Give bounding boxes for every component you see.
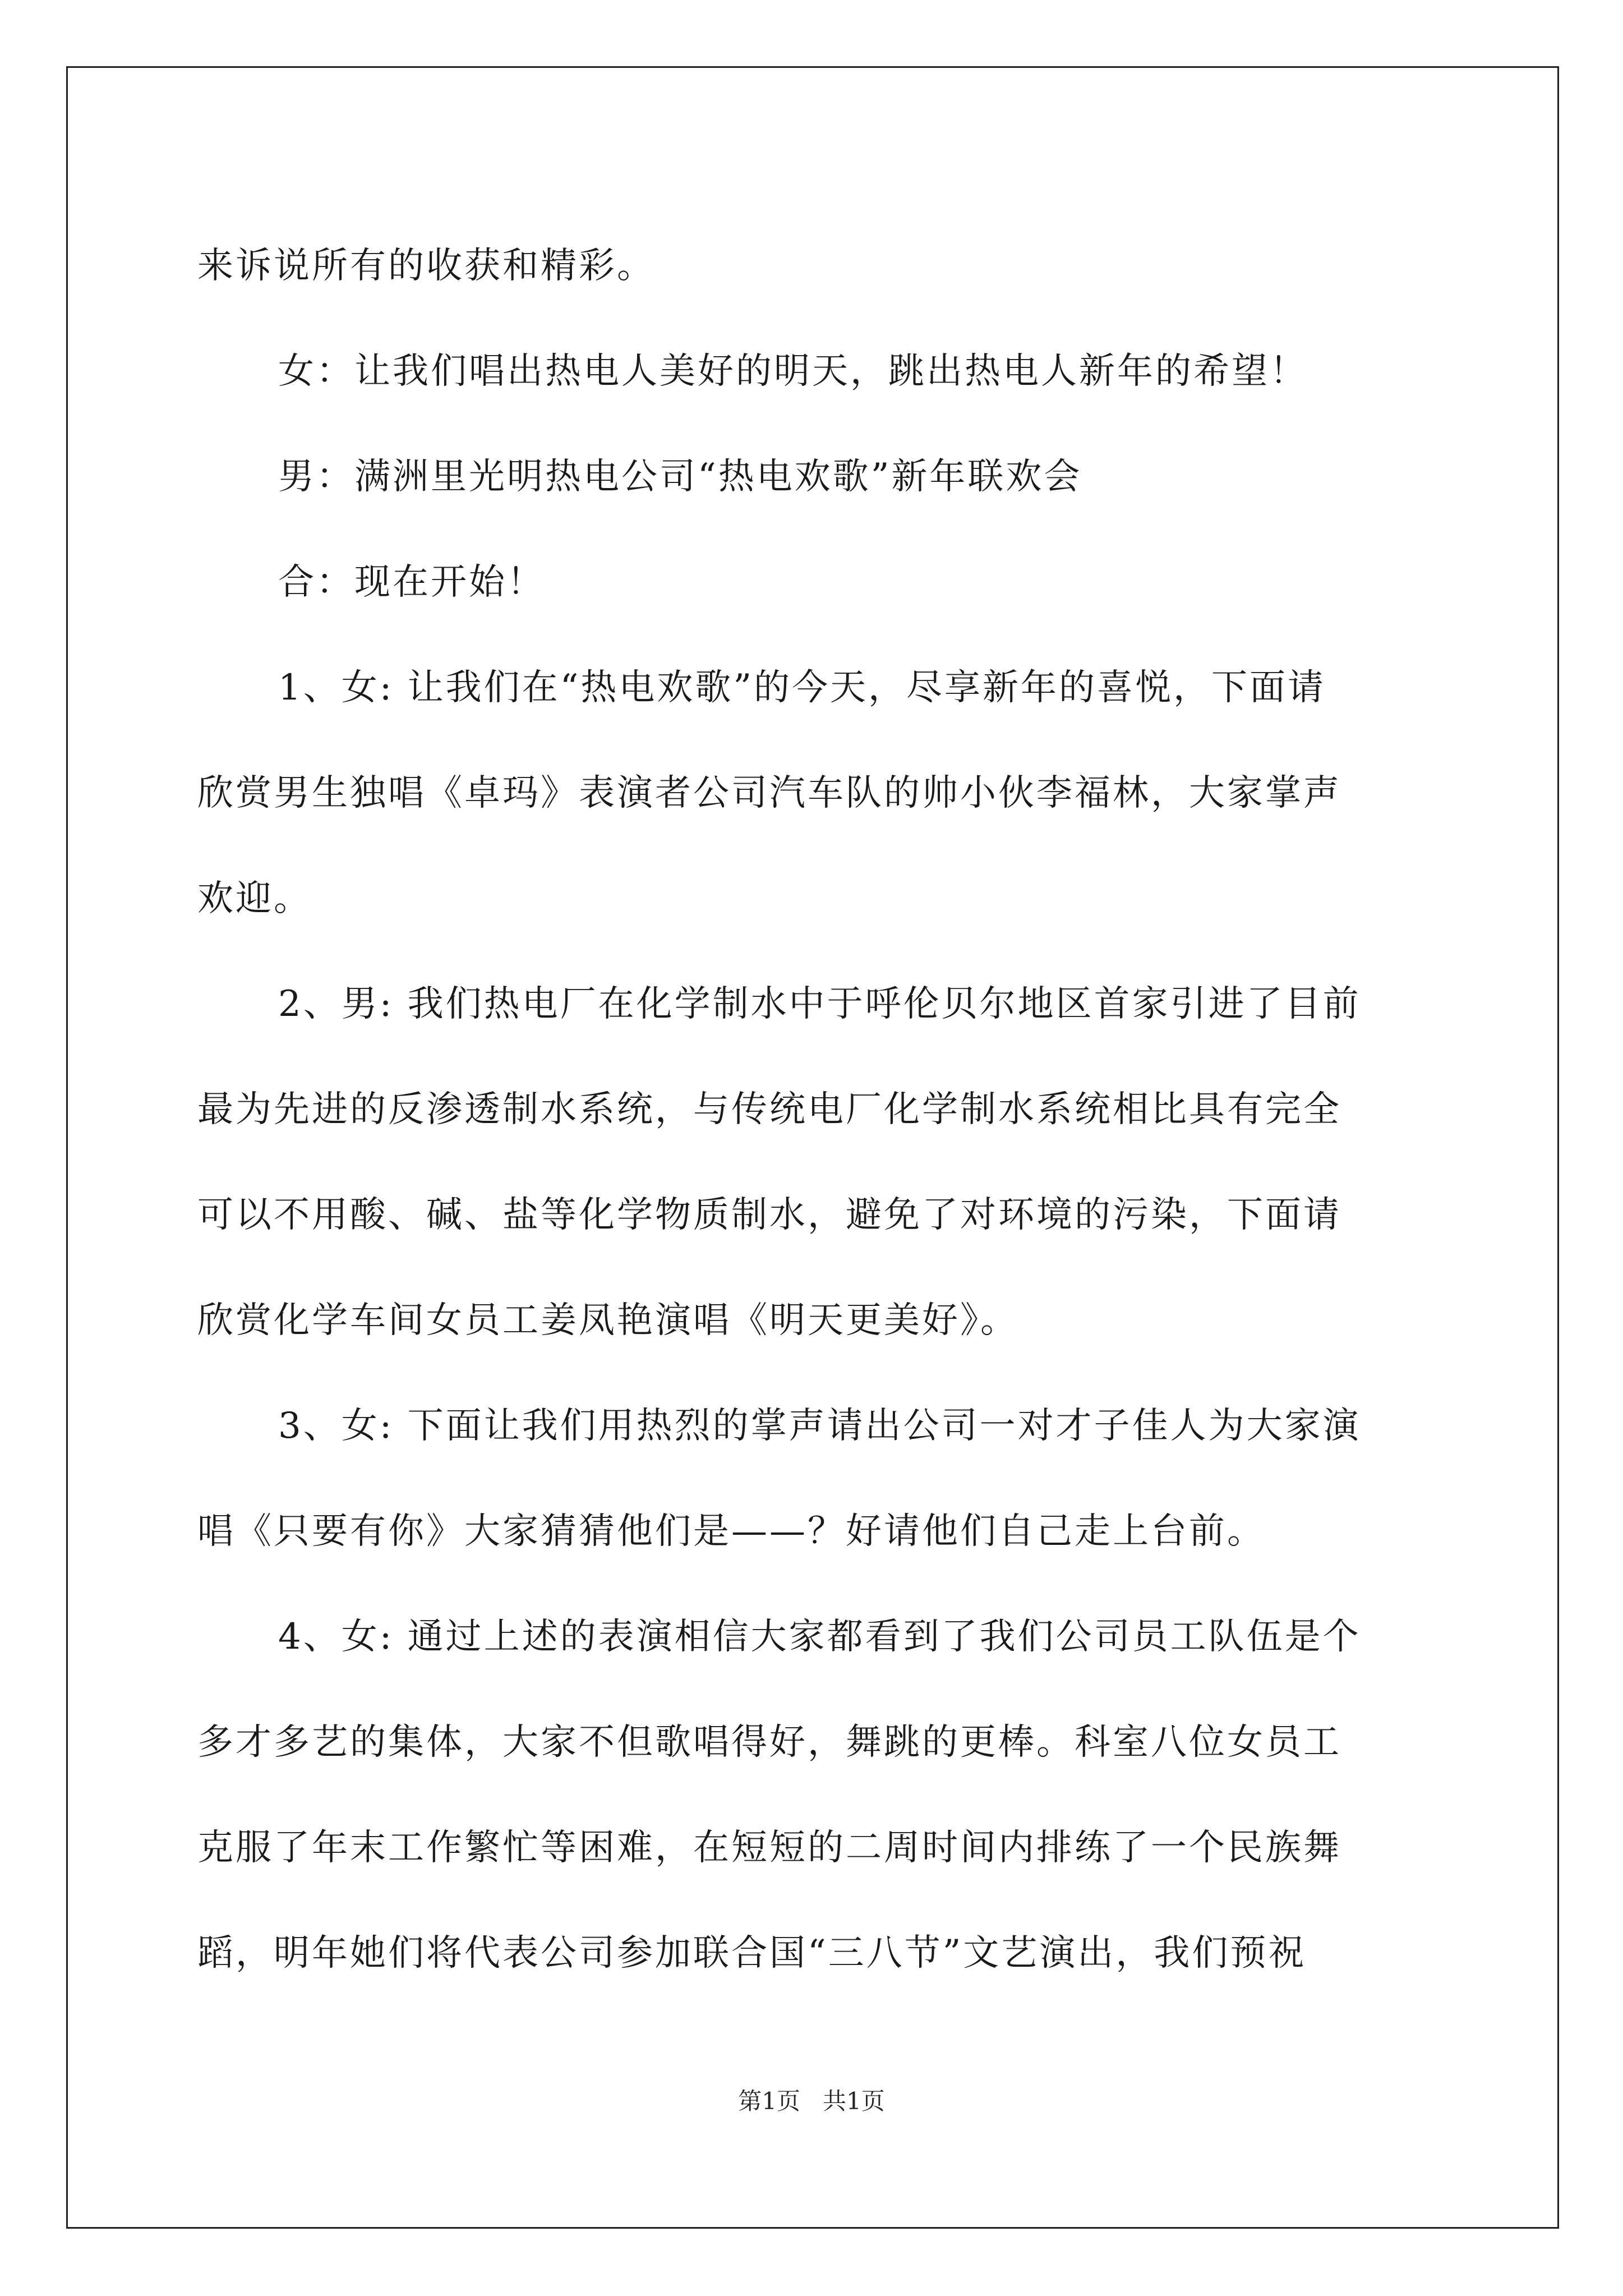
paragraph-line: 女：让我们唱出热电人美好的明天，跳出热电人新年的希望！ bbox=[278, 351, 1308, 392]
paragraph-line: 4、女: 通过上述的表演相信大家都看到了我们公司员工队伍是个 bbox=[278, 1616, 1361, 1658]
page-total: 共1页 bbox=[823, 2087, 885, 2115]
paragraph-line: 来诉说所有的收获和精彩。 bbox=[197, 245, 655, 287]
paragraph-line: 唱《只要有你》大家猜猜他们是——？好请他们自己走上台前。 bbox=[197, 1511, 1265, 1552]
paragraph-line: 欣赏男生独唱《卓玛》表演者公司汽车队的帅小伙李福林，大家掌声 bbox=[197, 772, 1341, 814]
paragraph-line: 蹈，明年她们将代表公司参加联合国“三八节”文艺演出，我们预祝 bbox=[197, 1932, 1307, 1974]
paragraph-line: 最为先进的反渗透制水系统，与传统电厂化学制水系统相比具有完全 bbox=[197, 1089, 1341, 1130]
paragraph-line: 多才多艺的集体，大家不但歌唱得好，舞跳的更棒。科室八位女员工 bbox=[197, 1722, 1341, 1763]
paragraph-line: 可以不用酸、碱、盐等化学物质制水，避免了对环境的污染，下面请 bbox=[197, 1194, 1341, 1236]
paragraph-line: 3、女: 下面让我们用热烈的掌声请出公司一对才子佳人为大家演 bbox=[278, 1405, 1361, 1447]
paragraph-line: 男：满洲里光明热电公司“热电欢歌”新年联欢会 bbox=[278, 456, 1082, 498]
paragraph-line: 1、女: 让我们在“热电欢歌”的今天，尽享新年的喜悦，下面请 bbox=[278, 667, 1326, 708]
paragraph-line: 合：现在开始！ bbox=[278, 562, 545, 603]
paragraph-line: 欣赏化学车间女员工姜凤艳演唱《明天更美好》。 bbox=[197, 1300, 1018, 1341]
paragraph-line: 克服了年末工作繁忙等困难，在短短的二周时间内排练了一个民族舞 bbox=[197, 1827, 1341, 1869]
paragraph-line: 2、男: 我们热电厂在化学制水中于呼伦贝尔地区首家引进了目前 bbox=[278, 983, 1361, 1025]
document-body bbox=[197, 213, 1431, 2006]
page-footer bbox=[0, 2086, 1623, 2117]
page-number: 第1页 bbox=[738, 2087, 800, 2115]
paragraph-line: 欢迎。 bbox=[197, 878, 312, 919]
